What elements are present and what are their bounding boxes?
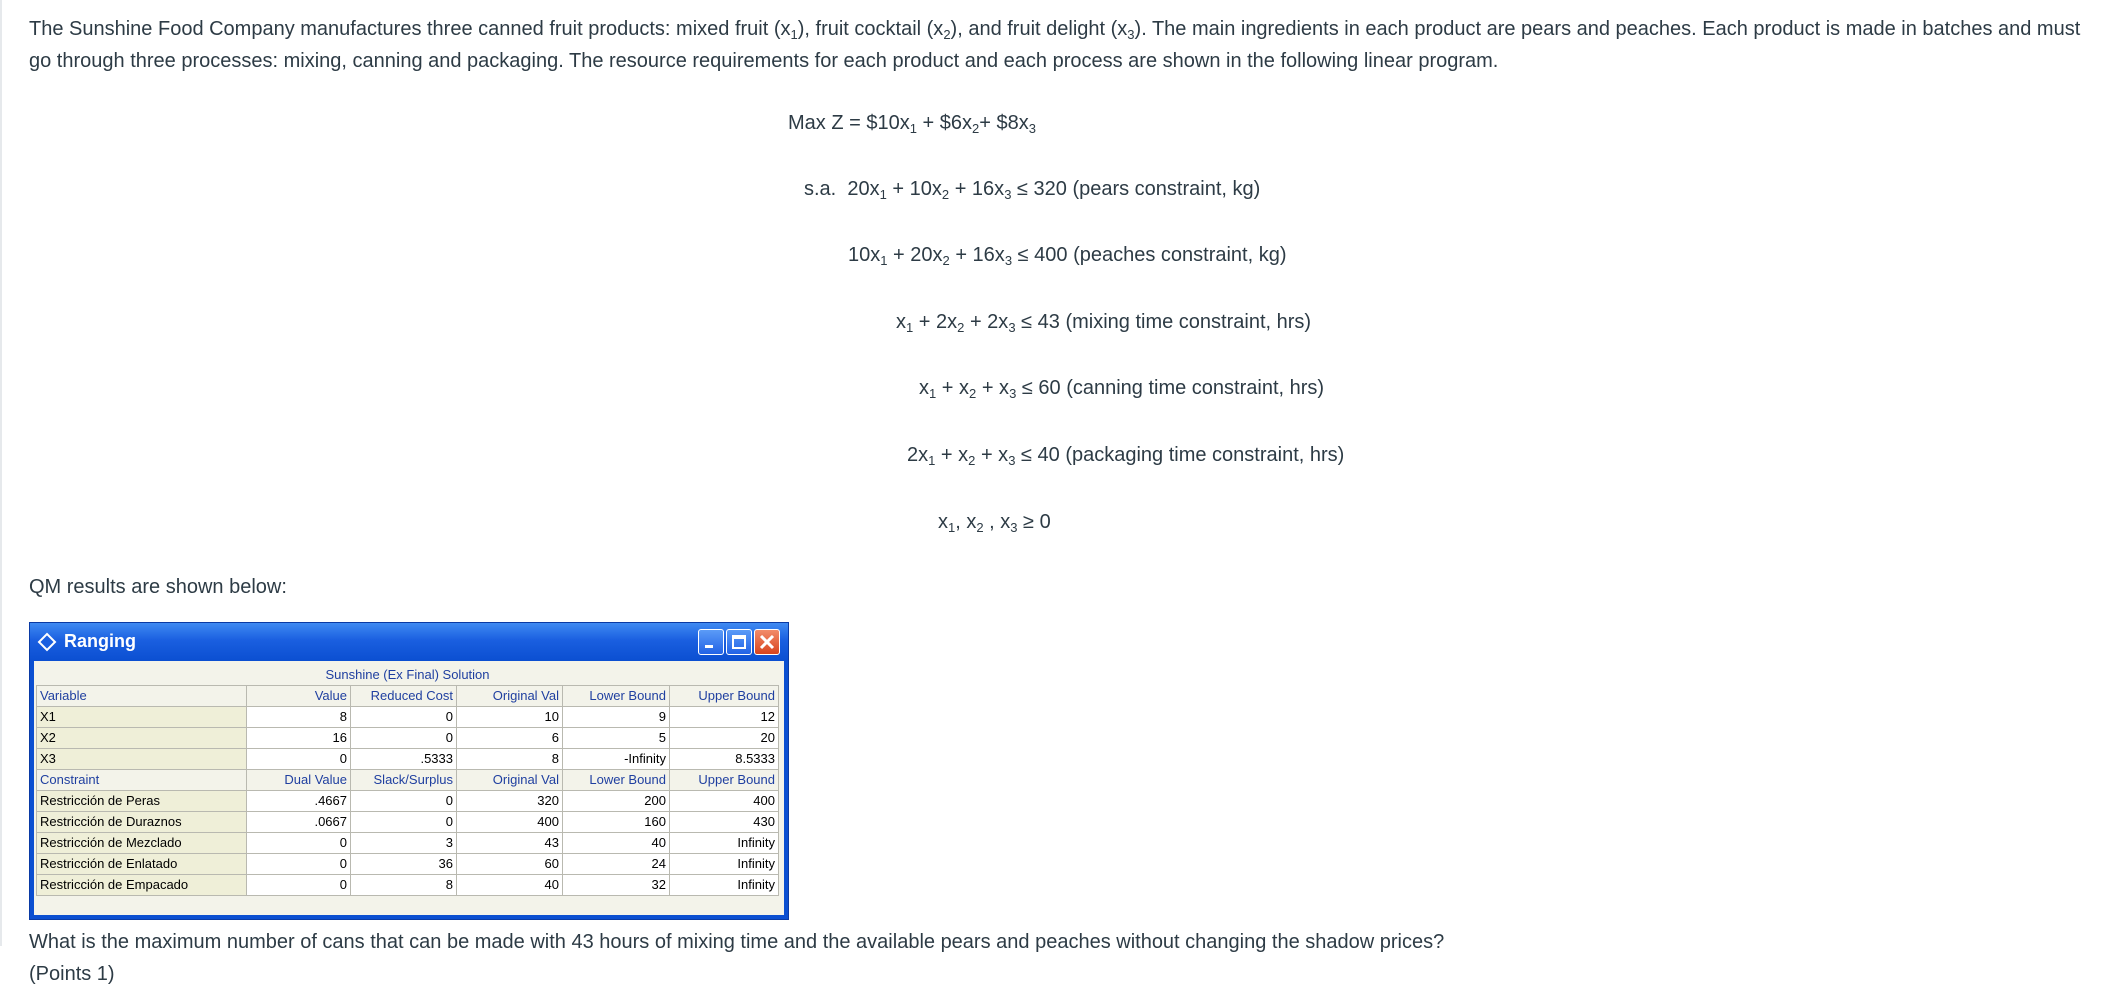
minimize-icon [699, 630, 723, 654]
table-cell: .5333 [351, 748, 457, 769]
objective-function: Max $Z = \$10x_1$ + $\$6x_2+$ $\$8x_3$ [788, 112, 1036, 136]
table-cell: 8 [457, 748, 563, 769]
table-cell: 0 [351, 706, 457, 727]
table-cell: 0 [247, 853, 351, 874]
table-cell: 10 [457, 706, 563, 727]
table-cell: 6 [457, 727, 563, 748]
row-label: Restricción de Mezclado [37, 832, 247, 853]
table-cell: 40 [563, 832, 670, 853]
table-row [37, 853, 779, 874]
table-cell: 8 [247, 706, 351, 727]
column-header: Original Val [457, 685, 563, 706]
column-header: Value [247, 685, 351, 706]
column-header: Upper Bound [670, 769, 779, 790]
variable-header-row [37, 685, 779, 706]
table-cell: .4667 [247, 790, 351, 811]
table-cell: 3 [351, 832, 457, 853]
table-row [37, 790, 779, 811]
column-header: Lower Bound [563, 769, 670, 790]
maximize-icon [727, 630, 751, 654]
row-label: X1 [37, 706, 247, 727]
table-cell: Infinity [670, 853, 779, 874]
table-cell: 200 [563, 790, 670, 811]
table-cell: 12 [670, 706, 779, 727]
table-cell: 8.5333 [670, 748, 779, 769]
row-label: Restricción de Enlatado [37, 853, 247, 874]
table-cell: 0 [351, 727, 457, 748]
row-label: Restricción de Empacado [37, 874, 247, 895]
window-body [34, 661, 784, 915]
page-left-border [0, 0, 2, 946]
table-cell: 0 [247, 832, 351, 853]
peaches-constraint: $10x_1 + 20x_2 + 16x_3 \le 400$ (peaches constraint, kg) [848, 244, 1287, 268]
table-cell: 430 [670, 811, 779, 832]
table-cell: 9 [563, 706, 670, 727]
question-text: What is the maximum number of cans that can be made with 43 hours of mixing time and the available pears and peaches without changing the shadow prices? (Points 1) [29, 931, 1445, 985]
solution-title-row [37, 664, 779, 685]
table-row [37, 706, 779, 727]
ranging-window [29, 622, 789, 920]
mixing-constraint: $x_1 + 2x_2 + 2x_3 \le 43$ (mixing time constraint, hrs) [896, 311, 1312, 335]
qm-results-label: QM results are shown below: [29, 576, 287, 598]
table-cell: 0 [351, 811, 457, 832]
table-cell: 5 [563, 727, 670, 748]
table-row [37, 727, 779, 748]
maximize-button[interactable] [726, 629, 752, 655]
constraint-header-row [37, 769, 779, 790]
table-cell: 0 [247, 748, 351, 769]
row-label: Restricción de Peras [37, 790, 247, 811]
ranging-table [36, 664, 779, 896]
table-row [37, 748, 779, 769]
question-text-cutoff [29, 931, 1489, 985]
table-cell: Infinity [670, 874, 779, 895]
problem-intro: The Sunshine Food Company manufactures three canned fruit products: mixed fruit $(x_1)$, fruit cocktail $(x_2)$, and fruit delight $(x_3)$. The main ingredients in each product are pears and peaches. Each product is made in batches and must go through three processes: mixing, canning and packaging. The resource requirements for each product and each process are shown in the following linear program. [29, 18, 2081, 72]
solution-title: Sunshine (Ex Final) Solution [37, 664, 779, 685]
table-cell: 60 [457, 853, 563, 874]
table-row [37, 811, 779, 832]
row-label: X2 [37, 727, 247, 748]
canning-constraint: $x_1 + x_2 + x_3 \le 60$ (canning time constraint, hrs) [919, 377, 1325, 401]
table-cell: 43 [457, 832, 563, 853]
table-cell: -Infinity [563, 748, 670, 769]
table-cell: 20 [670, 727, 779, 748]
table-row [37, 832, 779, 853]
table-cell: 32 [563, 874, 670, 895]
row-label: Restricción de Duraznos [37, 811, 247, 832]
column-header: Constraint [37, 769, 247, 790]
table-cell: Infinity [670, 832, 779, 853]
column-header: Lower Bound [563, 685, 670, 706]
table-cell: 8 [351, 874, 457, 895]
table-cell: .0667 [247, 811, 351, 832]
column-header: Original Val [457, 769, 563, 790]
column-header: Dual Value [247, 769, 351, 790]
table-cell: 16 [247, 727, 351, 748]
table-cell: 40 [457, 874, 563, 895]
diamond-icon [38, 633, 56, 651]
column-header: Variable [37, 685, 247, 706]
window-titlebar[interactable] [30, 623, 788, 661]
column-header: Slack/Surplus [351, 769, 457, 790]
table-cell: 400 [457, 811, 563, 832]
table-cell: 36 [351, 853, 457, 874]
table-cell: 400 [670, 790, 779, 811]
table-cell: 0 [247, 874, 351, 895]
table-cell: 0 [351, 790, 457, 811]
table-cell: 320 [457, 790, 563, 811]
table-row [37, 874, 779, 895]
column-header: Reduced Cost [351, 685, 457, 706]
nonnegativity-constraint: $x_1$, $x_2$ , $x_3 \ge 0$ [938, 511, 1051, 535]
pears-constraint: s.a. $20x_1 + 10x_2 + 16x_3 \le 320$ (pears constraint, kg) [804, 178, 1261, 202]
packaging-constraint: $2x_1 + x_2 + x_3 \le 40$ (packaging time constraint, hrs) [907, 444, 1345, 468]
window-title: Ranging [64, 631, 136, 651]
table-cell: 24 [563, 853, 670, 874]
minimize-button[interactable] [698, 629, 724, 655]
table-cell: 160 [563, 811, 670, 832]
close-button[interactable] [754, 629, 780, 655]
column-header: Upper Bound [670, 685, 779, 706]
close-icon [755, 630, 779, 654]
row-label: X3 [37, 748, 247, 769]
